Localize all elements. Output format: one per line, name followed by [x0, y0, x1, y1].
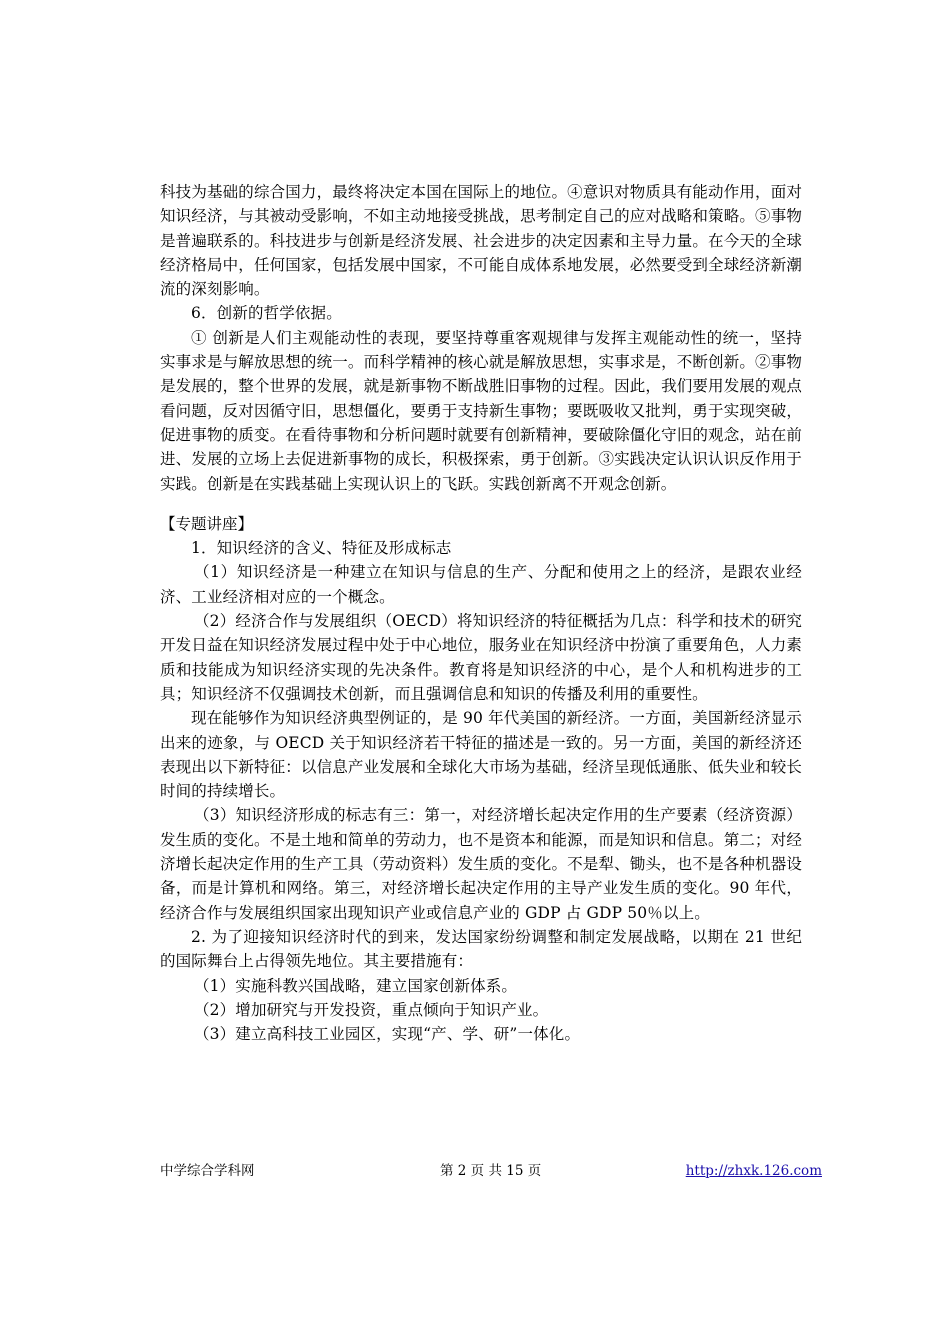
subitem-2: （2）经济合作与发展组织（OECD）将知识经济的特征概括为几点：科学和技术的研究开发日益在知识经济发展过程中处于中心地位，服务业在知识经济中扮演了重要角色，人力素质和技能成为知识经济实现的先决条件。教育将是知识经济的中心，是个人和机构进步的工具；知识经济不仅强调技术创新，而且强调信息和知识的传播及利用的重要性。	[160, 612, 802, 703]
item-2-heading: 2. 为了迎接知识经济时代的到来，发达国家纷纷调整和制定发展战略，以期在 21 世纪的国际舞台上占得领先地位。其主要措施有：	[160, 927, 802, 971]
footer-page-number: 第 2 页 共 15 页	[440, 1163, 542, 1179]
footer-url-link[interactable]: http://zhxk.126.com	[685, 1163, 822, 1179]
subitem-1: （1）知识经济是一种建立在知识与信息的生产、分配和使用之上的经济，是跟农业经济、工业经济相对应的一个概念。	[160, 563, 802, 606]
item-1-heading: 1．知识经济的含义、特征及形成标志	[191, 539, 452, 558]
paragraph-philosophy: ① 创新是人们主观能动性的表现，要坚持尊重客观规律与发挥主观能动性的统一，坚持实事求是与解放思想的统一。而科学精神的核心就是解放思想，实事求是，不断创新。②事物是发展的，整个世界的发展，就是新事物不断战胜旧事物的过程。因此，我们要用发展的观点看问题，反对因循守旧，思想僵化，要勇于支持新生事物；要既吸收又批判，勇于实现突破，促进事物的质变。在看待事物和分析问题时就要有创新精神，要破除僵化守旧的观念，站在前进、发展的立场上去促进新事物的成长，积极探索，勇于创新。③实践决定认识认识反作用于实践。创新是在实践基础上实现认识上的飞跃。实践创新离不开观念创新。	[160, 328, 802, 493]
paragraph-continuation: 科技为基础的综合国力，最终将决定本国在国际上的地位。④意识对物质具有能动作用，面对知识经济，与其被动受影响，不如主动地接受挑战，思考制定自己的应对战略和策略。⑤事物是普遍联系的。科技进步与创新是经济发展、社会进步的决定因素和主导力量。在今天的全球经济格局中，任何国家，包括发展中国家，不可能自成体系地发展，必然要受到全球经济新潮流的深刻影响。	[160, 183, 802, 299]
paragraph-new-economy: 现在能够作为知识经济典型例证的，是 90 年代美国的新经济。一方面，美国新经济显示出来的迹象，与 OECD 关于知识经济若干特征的描述是一致的。另一方面，美国的新经济还表现出以下新特征：以信息产业发展和全球化大市场为基础，经济呈现低通胀、低失业和较长时间的持续增长。	[160, 709, 802, 801]
item-6-heading: 6．创新的哲学依据。	[191, 304, 342, 323]
measure-item: （1）实施科教兴国战略，建立国家创新体系。	[194, 976, 518, 995]
document-body	[160, 180, 802, 1046]
measure-item: （2）增加研究与开发投资，重点倾向于知识产业。	[194, 1000, 549, 1019]
section-title: 【专题讲座】	[160, 514, 254, 533]
footer-site-name: 中学综合学科网	[160, 1163, 255, 1179]
spacer	[160, 496, 802, 512]
measure-item: （3）建立高科技工业园区，实现“产、学、研”一体化。	[194, 1025, 581, 1044]
subitem-3: （3）知识经济形成的标志有三：第一，对经济增长起决定作用的生产要素（经济资源）发生质的变化。不是土地和简单的劳动力，也不是资本和能源，而是知识和信息。第二；对经济增长起决定作用的生产工具（劳动资料）发生质的变化。不是犁、锄头，也不是各种机器设备，而是计算机和网络。第三，对经济增长起决定作用的主导产业发生质的变化。90 年代，经济合作与发展组织国家出现知识产业或信息产业的 GDP 占 GDP 50％以上。	[160, 806, 802, 922]
